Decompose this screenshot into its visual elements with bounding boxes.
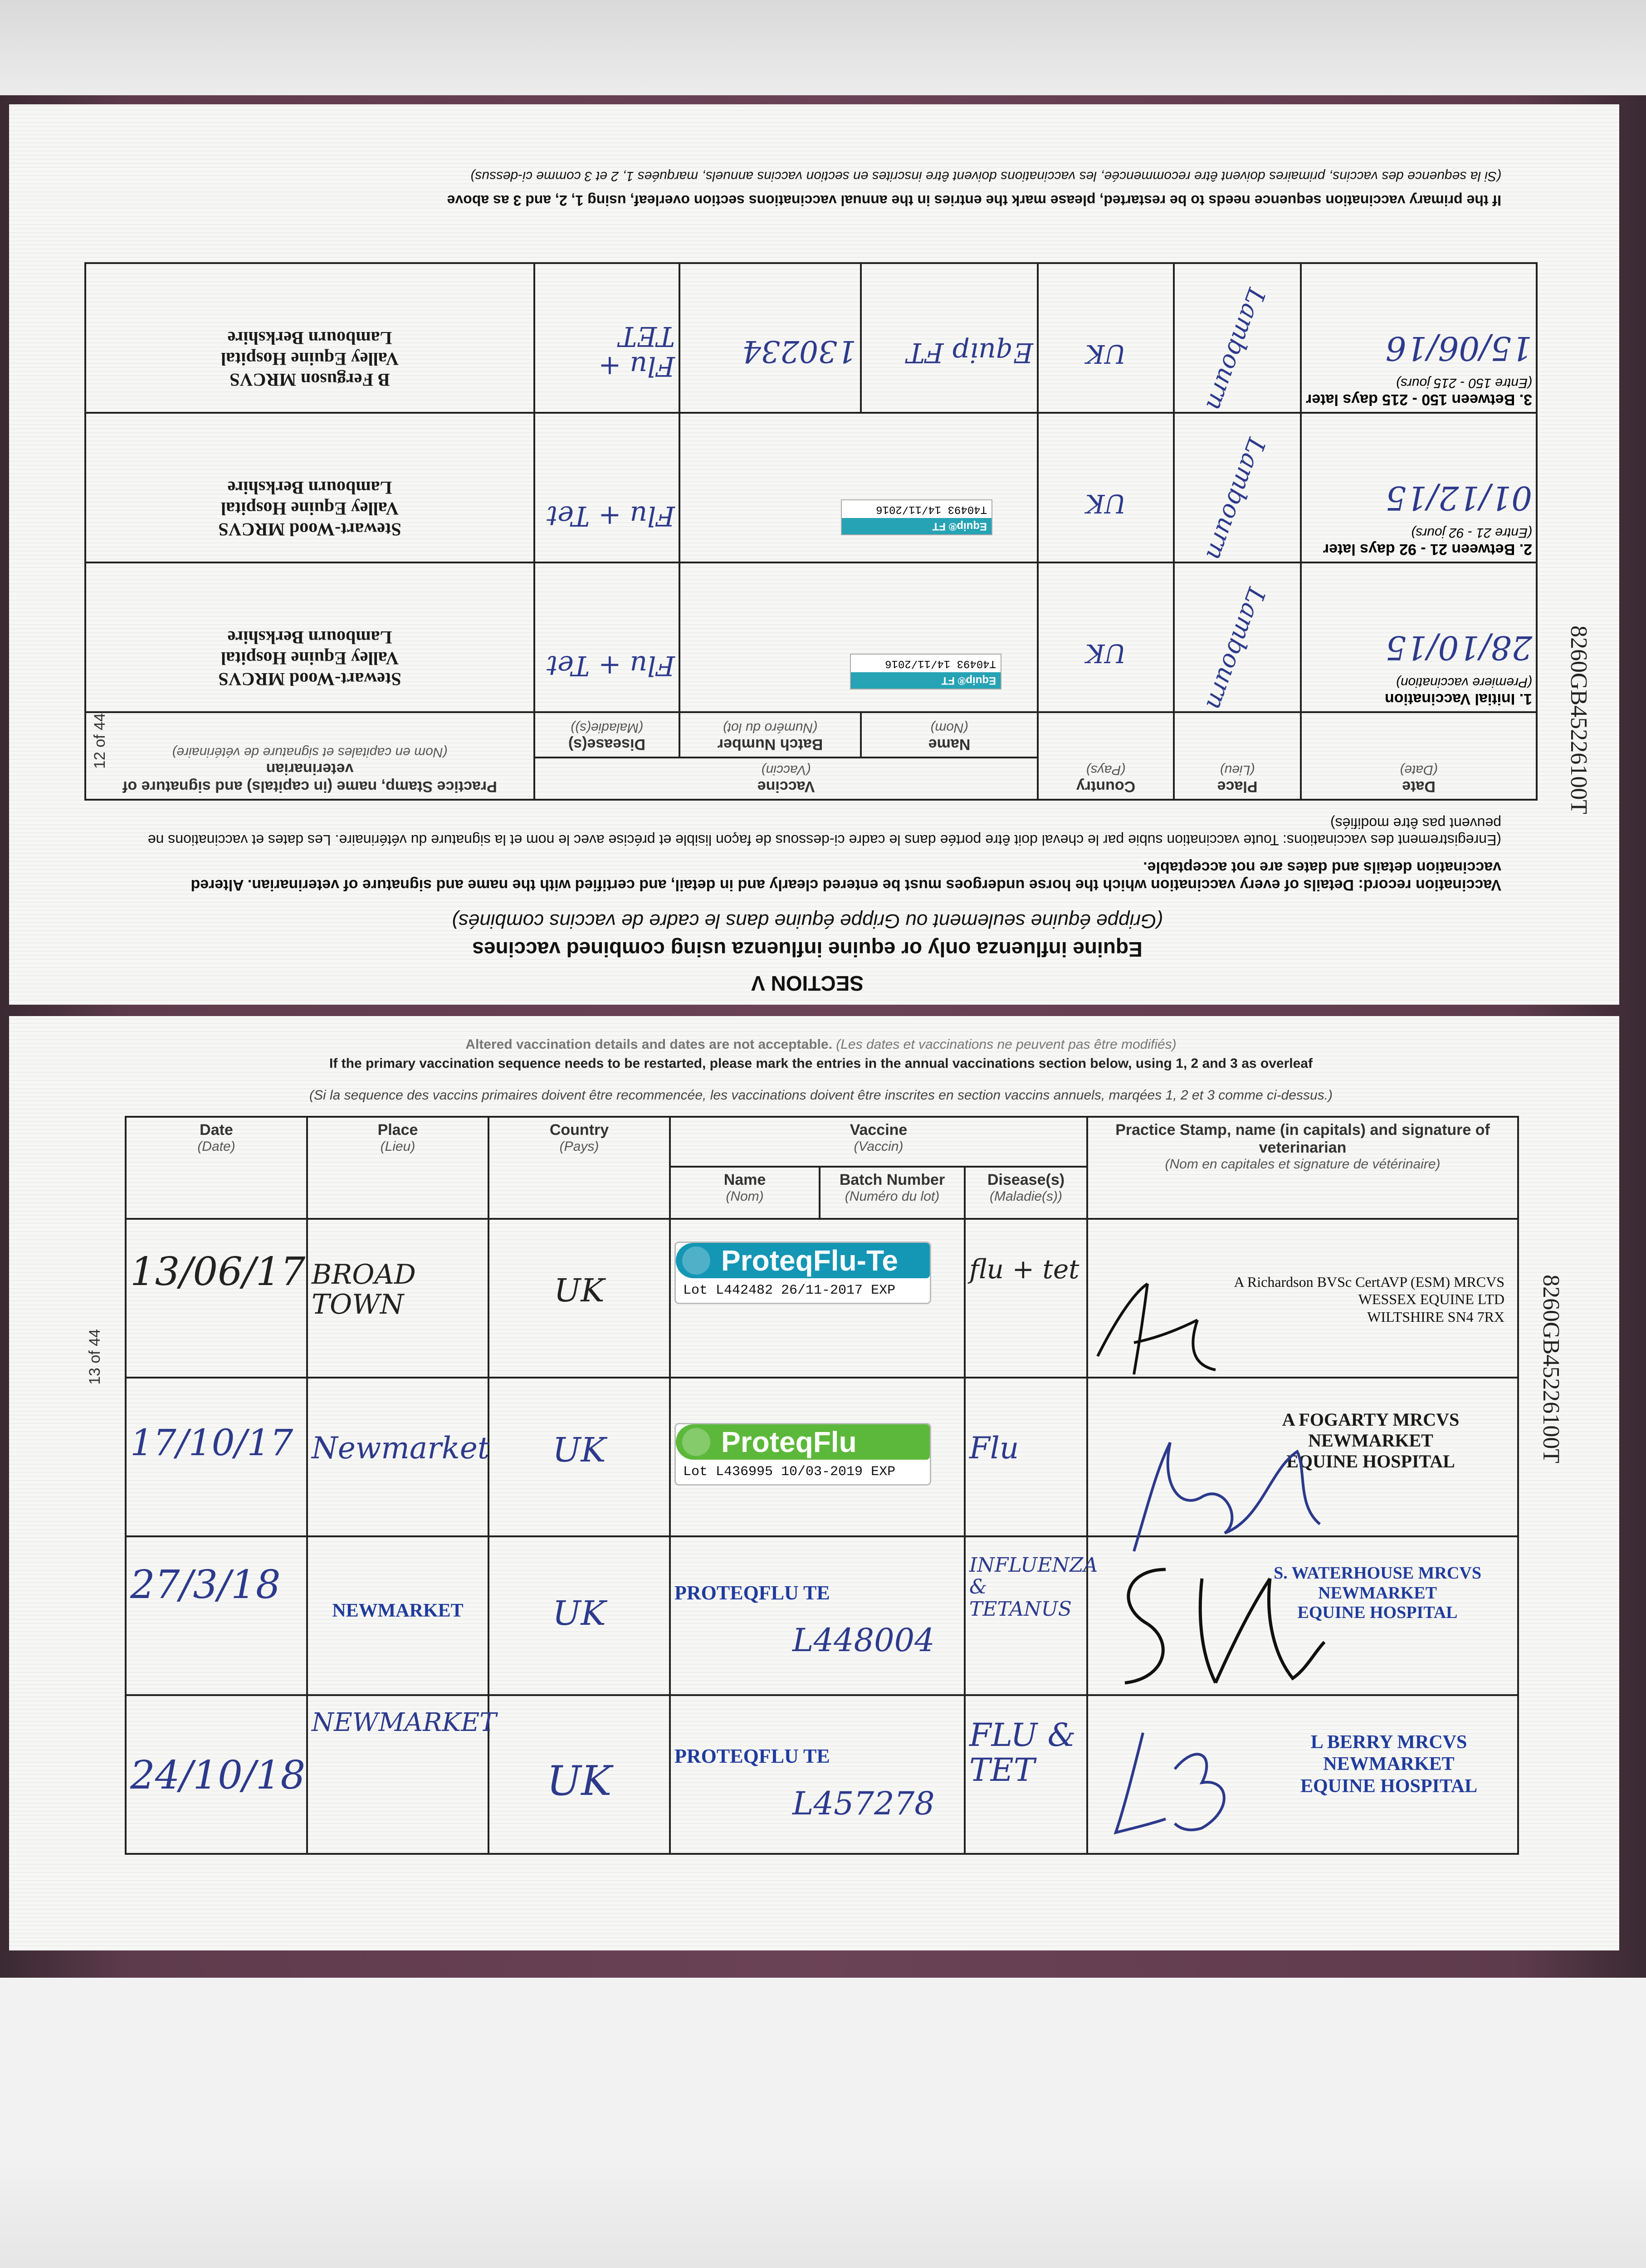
instructions: Vaccination record: Details of every vaccination which the horse undergoes must be entered clearly and in detail, and certified with the name and signature of veterinarian. Altered vaccination details and dates are not acceptable. bbox=[190, 859, 1501, 894]
header-batch: Batch Number (Numéro du lot) bbox=[820, 1167, 965, 1219]
place-cell bbox=[307, 1219, 488, 1378]
place-stamp: NEWMARKET bbox=[332, 1600, 464, 1621]
section-heading-fr: (Grippe équine seulement ou Grippe équine dans le cadre de vaccins combinés) bbox=[452, 910, 1163, 932]
header-country: Country (Pays) bbox=[488, 1117, 670, 1219]
disease-cell bbox=[534, 263, 679, 413]
handwritten-place: Lambourn bbox=[1200, 284, 1271, 415]
stamp-cell bbox=[85, 263, 534, 413]
signature-fogarty bbox=[1107, 1415, 1343, 1560]
handwritten-country: UK bbox=[1085, 489, 1126, 518]
header-date: Date (Date) bbox=[126, 1117, 307, 1219]
header-date: Date (Date) bbox=[1301, 712, 1537, 800]
vaccine-sticker-cell bbox=[670, 1219, 965, 1378]
serial-number: 8260GB45226100T bbox=[1538, 1275, 1564, 1463]
alteration-note bbox=[127, 1037, 1515, 1052]
stamp-cell bbox=[85, 413, 534, 562]
vaccine-sticker-cell bbox=[670, 1378, 965, 1536]
vaccine-sticker bbox=[841, 499, 992, 535]
handwritten-disease: Flu bbox=[969, 1431, 1019, 1466]
sticker-brand: ProteqFlu-Te bbox=[721, 1244, 898, 1277]
restart-note-fr: (Si la sequence des vaccins primaires doivent être recommencée, les vaccinations doivent être inscrites en section vaccins annuels, marqées 1, 2 et 3 comme ci-dessus.) bbox=[309, 1088, 1333, 1103]
sticker-batch: Lot L442482 26/11-2017 EXP bbox=[683, 1283, 896, 1298]
batch-cell bbox=[679, 263, 861, 413]
country-cell bbox=[1038, 562, 1174, 712]
handwritten-date: 27/3/18 bbox=[130, 1562, 281, 1608]
upper-page bbox=[9, 104, 1619, 1005]
country-cell bbox=[488, 1219, 670, 1378]
header-country: Country (Pays) bbox=[1038, 712, 1174, 800]
row-label-fr: (Entre 150 - 215 jours) bbox=[1396, 376, 1532, 391]
vaccine-name-batch-cell bbox=[670, 1536, 965, 1695]
handwritten-vaccine-name: Equip FT bbox=[906, 337, 1033, 368]
footer-note: If the primary vaccination sequence needs to be restarted, please mark the entries in the annual vaccinations section overleaf, using 1, 2, and 3 as above bbox=[447, 192, 1501, 209]
alteration-note-fr: (Les dates et vaccinations ne peuvent pas être modifiés) bbox=[836, 1037, 1177, 1052]
header-name: Name (Nom) bbox=[861, 712, 1038, 758]
table-row bbox=[126, 1695, 1518, 1854]
section-title: SECTION V bbox=[751, 972, 864, 995]
country-cell bbox=[488, 1695, 670, 1854]
vaccine-sticker bbox=[674, 1423, 931, 1486]
page-number: 12 of 44 bbox=[91, 713, 108, 769]
primary-vaccination-table bbox=[84, 262, 1538, 801]
disease-cell bbox=[965, 1378, 1087, 1536]
handwritten-date: 15/06/16 bbox=[1385, 329, 1532, 367]
handwritten-date: 28/10/15 bbox=[1385, 629, 1532, 667]
handwritten-disease: flu + tet bbox=[969, 1254, 1079, 1285]
table-row bbox=[85, 263, 1537, 413]
handwritten-batch: L457278 bbox=[792, 1784, 935, 1822]
disease-cell bbox=[965, 1695, 1087, 1854]
date-cell bbox=[126, 1378, 307, 1536]
place-cell bbox=[307, 1695, 497, 1854]
practice-stamp: A FOGARTY MRCVS NEWMARKET EQUINE HOSPITAL bbox=[1282, 1409, 1460, 1471]
place-cell bbox=[1174, 263, 1301, 413]
disease-cell bbox=[965, 1219, 1087, 1378]
header-disease: Disease(s) (Maladie(s)) bbox=[965, 1167, 1087, 1219]
handwritten-batch: L448004 bbox=[792, 1621, 935, 1659]
date-cell bbox=[126, 1536, 307, 1695]
sticker-logo-icon bbox=[682, 1246, 710, 1275]
practice-stamp: A Richardson BVSc CertAVP (ESM) MRCVS WESSEX EQUINE LTD WILTSHIRE SN4 7RX bbox=[1234, 1274, 1505, 1325]
table-row bbox=[126, 1219, 1518, 1378]
serial-number: 8260GB45226100T bbox=[1566, 626, 1592, 814]
page-number: 13 of 44 bbox=[86, 1329, 103, 1385]
date-cell bbox=[1301, 562, 1537, 712]
signature-waterhouse bbox=[1098, 1551, 1333, 1696]
handwritten-place: Lambourn bbox=[1200, 584, 1271, 714]
handwritten-disease: Flu + TET bbox=[598, 320, 675, 382]
row-label-fr: (Entre 21 - 92 jours) bbox=[1411, 525, 1532, 540]
country-cell bbox=[1038, 413, 1174, 562]
handwritten-disease: INFLUENZA & TETANUS bbox=[969, 1554, 1098, 1621]
handwritten-date: 13/06/17 bbox=[130, 1249, 306, 1295]
sticker-brand-banner bbox=[676, 1424, 930, 1460]
footer-note-fr: (Si la sequence des vaccins, primaires doivent être recommencée, les vaccinations doivent être inscrites en section vaccins annuels, marquées 1, 2 et 3 comme ci-dessus) bbox=[470, 169, 1501, 184]
handwritten-disease: FLU & TET bbox=[969, 1716, 1076, 1789]
instructions-fr: (Enregistrement des vaccinations: Toute vaccination subie par le cheval doit être portée dans le cadre ci-dessous de façon lisible et précise avec le nom et la signature du vétérinaire. Les dates et vaccinations ne peuvent pas être modifiés) bbox=[147, 815, 1501, 848]
header-vaccine: Vaccine (Vaccin) bbox=[534, 758, 1038, 800]
date-cell bbox=[1301, 413, 1537, 562]
practice-stamp: B Ferguson MRCVS Valley Equine Hospital Lambourn Berkshire bbox=[221, 328, 399, 390]
handwritten-batch: 130234 bbox=[742, 334, 856, 369]
table-row bbox=[85, 562, 1537, 712]
stamp-cell bbox=[85, 562, 534, 712]
handwritten-disease: Flu + Tet bbox=[547, 500, 675, 532]
vaccine-sticker-cell bbox=[679, 562, 1038, 712]
handwritten-country: UK bbox=[552, 1431, 606, 1470]
upper-page-content bbox=[9, 104, 1619, 1005]
disease-cell bbox=[534, 562, 679, 712]
header-stamp: Practice Stamp, name (in capitals) and signature of veterinarian (Nom en capitales et signature de vétérinaire) bbox=[85, 712, 534, 800]
header-disease: Disease(s) (Maladie(s)) bbox=[534, 712, 679, 758]
place-cell bbox=[307, 1378, 488, 1536]
country-cell bbox=[488, 1536, 670, 1695]
alteration-note-en: Altered vaccination details and dates are not acceptable. bbox=[465, 1037, 832, 1052]
vaccine-sticker bbox=[850, 654, 1001, 689]
place-cell bbox=[1174, 413, 1301, 562]
handwritten-country: UK bbox=[1085, 339, 1126, 368]
header-place: Place (Lieu) bbox=[1174, 712, 1301, 800]
vaccine-name-stamp: PROTEQFLU TE bbox=[674, 1582, 830, 1604]
row-label: 2. Between 21 - 92 days later bbox=[1323, 541, 1532, 558]
practice-stamp: S. WATERHOUSE MRCVS NEWMARKET EQUINE HOSPITAL bbox=[1274, 1564, 1481, 1623]
row-label-fr: (Premiere vaccination) bbox=[1396, 675, 1532, 690]
header-vaccine: Vaccine (Vaccin) bbox=[670, 1117, 1087, 1167]
practice-stamp: Stewart-Wood MRCVS Valley Equine Hospital Lambourn Berkshire bbox=[218, 478, 401, 540]
sticker-batch: Lot L436995 10/03-2019 EXP bbox=[683, 1464, 896, 1480]
sticker-batch: T40493 14/11/2016 bbox=[876, 503, 987, 515]
disease-cell bbox=[534, 413, 679, 562]
sticker-brand-banner bbox=[676, 1243, 930, 1278]
vaccine-sticker bbox=[674, 1242, 931, 1304]
sticker-logo-icon bbox=[682, 1428, 710, 1456]
handwritten-place: Lambourn bbox=[1200, 434, 1271, 564]
handwritten-place: BROAD TOWN bbox=[312, 1259, 416, 1320]
section-heading: Equine influenza only or equine influenza using combined vaccines bbox=[472, 938, 1143, 961]
lower-page bbox=[9, 1016, 1619, 1950]
vaccine-sticker-cell bbox=[679, 413, 1038, 562]
handwritten-place: NEWMARKET bbox=[312, 1708, 497, 1737]
handwritten-date: 24/10/18 bbox=[130, 1753, 306, 1798]
table-row bbox=[85, 413, 1537, 562]
row-label: 3. Between 150 - 215 days later bbox=[1306, 391, 1532, 408]
header-batch: Batch Number (Numéro du lot) bbox=[679, 712, 861, 758]
sticker-batch: T40493 14/11/2016 bbox=[885, 657, 996, 670]
signature-richardson bbox=[1079, 1266, 1261, 1393]
sticker-brand: ProteqFlu bbox=[721, 1426, 857, 1458]
country-cell bbox=[1038, 263, 1174, 413]
name-cell bbox=[861, 263, 1038, 413]
date-cell bbox=[1301, 263, 1537, 413]
handwritten-country: UK bbox=[1085, 638, 1126, 668]
handwritten-country: UK bbox=[552, 1594, 606, 1633]
row-label: 1. Initial Vaccination bbox=[1385, 690, 1532, 708]
handwritten-disease: Flu + Tet bbox=[547, 650, 675, 681]
place-cell bbox=[1174, 562, 1301, 712]
sticker-brand: Equip® FT bbox=[842, 518, 992, 534]
header-name: Name (Nom) bbox=[670, 1167, 820, 1219]
handwritten-date: 01/12/15 bbox=[1385, 479, 1532, 517]
handwritten-country: UK bbox=[547, 1757, 612, 1805]
place-cell bbox=[307, 1536, 488, 1695]
practice-stamp: Stewart-Wood MRCVS Valley Equine Hospital Lambourn Berkshire bbox=[218, 627, 401, 689]
handwritten-country: UK bbox=[554, 1272, 605, 1309]
vaccine-name-batch-cell bbox=[670, 1695, 965, 1854]
date-cell bbox=[126, 1219, 307, 1378]
handwritten-place: Newmarket bbox=[312, 1431, 490, 1466]
practice-stamp: L BERRY MRCVS NEWMARKET EQUINE HOSPITAL bbox=[1300, 1732, 1478, 1797]
country-cell bbox=[488, 1378, 670, 1536]
sticker-brand: Equip® FT bbox=[851, 672, 1001, 689]
vaccine-name-stamp: PROTEQFLU TE bbox=[674, 1745, 830, 1767]
restart-note: If the primary vaccination sequence needs to be restarted, please mark the entries in the annual vaccinations section below, using 1, 2 and 3 as overleaf bbox=[329, 1056, 1313, 1071]
date-cell bbox=[126, 1695, 307, 1854]
header-place: Place (Lieu) bbox=[307, 1117, 488, 1219]
handwritten-date: 17/10/17 bbox=[130, 1422, 293, 1464]
disease-cell bbox=[965, 1536, 1098, 1695]
header-stamp: Practice Stamp, name (in capitals) and signature of veterinarian (Nom en capitales et signature de vétérinaire) bbox=[1087, 1117, 1518, 1219]
signature-berry bbox=[1098, 1715, 1279, 1851]
